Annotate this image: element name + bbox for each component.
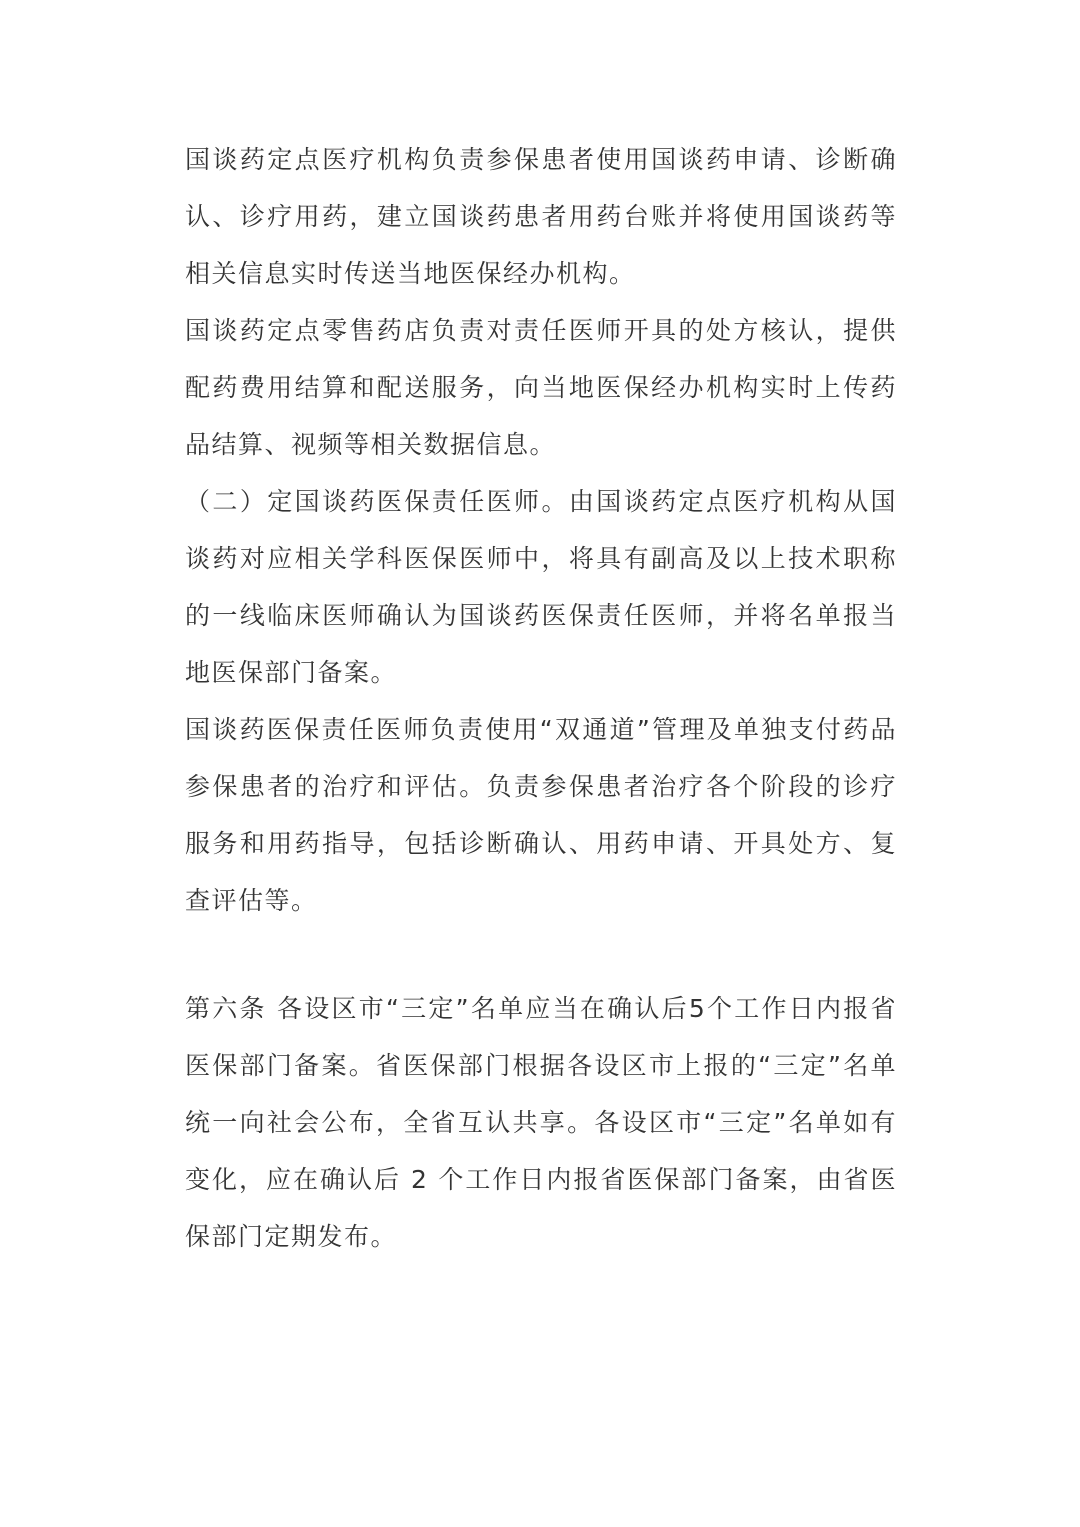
paragraph-hospital-duties: 国谈药定点医疗机构负责参保患者使用国谈药申请、诊断确认、诊疗用药，建立国谈药患者用药台账并将使用国谈药等相关信息实时传送当地医保经办机构。 [185,145,897,288]
paragraph-designate-physicians: （二）定国谈药医保责任医师。由国谈药定点医疗机构从国谈药对应相关学科医保医师中，将具有副高及以上技术职称的一线临床医师确认为国谈药医保责任医师，并将名单报当地医保部门备案。 [185,487,897,687]
paragraph-pharmacy-duties: 国谈药定点零售药店负责对责任医师开具的处方核认，提供配药费用结算和配送服务，向当地医保经办机构实时上传药品结算、视频等相关数据信息。 [185,316,897,459]
body-text-section-2 [185,980,897,1265]
paragraph-physician-duties: 国谈药医保责任医师负责使用“双通道”管理及单独支付药品参保患者的治疗和评估。负责参保患者治疗各个阶段的诊疗服务和用药指导，包括诊断确认、用药申请、开具处方、复查评估等。 [185,715,897,915]
paragraph-article-six: 第六条 各设区市“三定”名单应当在确认后5个工作日内报省医保部门备案。省医保部门根据各设区市上报的“三定”名单统一向社会公布，全省互认共享。各设区市“三定”名单如有变化，应在确认后 2 个工作日内报省医保部门备案，由省医保部门定期发布。 [185,994,897,1251]
body-text-section-1 [185,131,897,929]
